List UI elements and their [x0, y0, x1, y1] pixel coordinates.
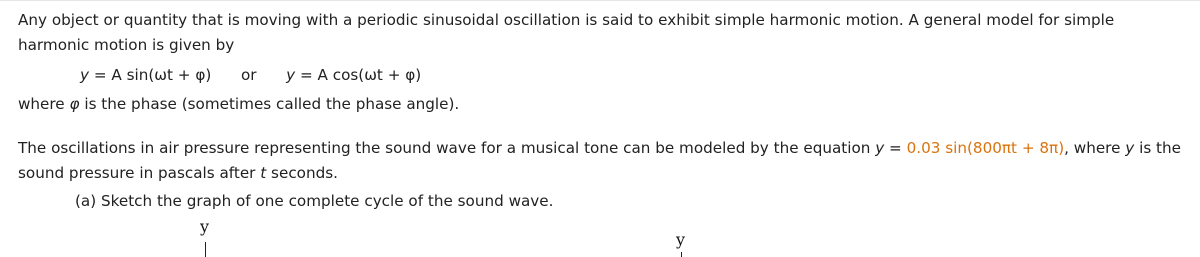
problem-t: t — [260, 164, 267, 182]
equations-line — [80, 64, 421, 86]
problem-text-middle: , where — [1064, 139, 1126, 157]
problem-text-after1: is the sound pressure in pascals after — [18, 139, 1181, 182]
eq1-expression: = A sin(ωt + φ) — [89, 66, 212, 84]
problem-paragraph — [18, 136, 1190, 186]
graph-left-y-label: y — [200, 217, 210, 236]
where-prefix: where — [18, 95, 70, 113]
where-suffix: is the phase (sometimes called the phase angle). — [79, 95, 460, 113]
problem-equation: 0.03 sin(800πt + 8π) — [906, 139, 1065, 157]
intro-paragraph: Any object or quantity that is moving with a periodic sinusoidal oscillation is said to exhibit simple harmonic motion. A general model for simple harmonic motion is given by — [18, 11, 1115, 54]
eq2-variable: y — [286, 66, 296, 84]
top-divider — [0, 0, 1200, 1]
phase-symbol: φ — [69, 95, 80, 113]
graph-left-y-axis — [205, 242, 206, 257]
where-line — [18, 92, 1190, 117]
problem-equals: = — [884, 139, 907, 157]
problem-text-before: The oscillations in air pressure representing the sound wave for a musical tone can be modeled by the equation — [18, 139, 876, 157]
part-a-prompt: (a) Sketch the graph of one complete cycle of the sound wave. — [75, 192, 554, 210]
eq2-expression: = A cos(ωt + φ) — [295, 66, 422, 84]
problem-y: y — [875, 139, 885, 157]
or-word: or — [240, 66, 257, 84]
problem-text-after2: seconds. — [266, 164, 338, 182]
graph-right-y-axis — [681, 252, 682, 257]
problem-y2: y — [1125, 139, 1135, 157]
eq1-variable: y — [80, 66, 89, 84]
graph-right-y-label: y — [676, 230, 686, 249]
